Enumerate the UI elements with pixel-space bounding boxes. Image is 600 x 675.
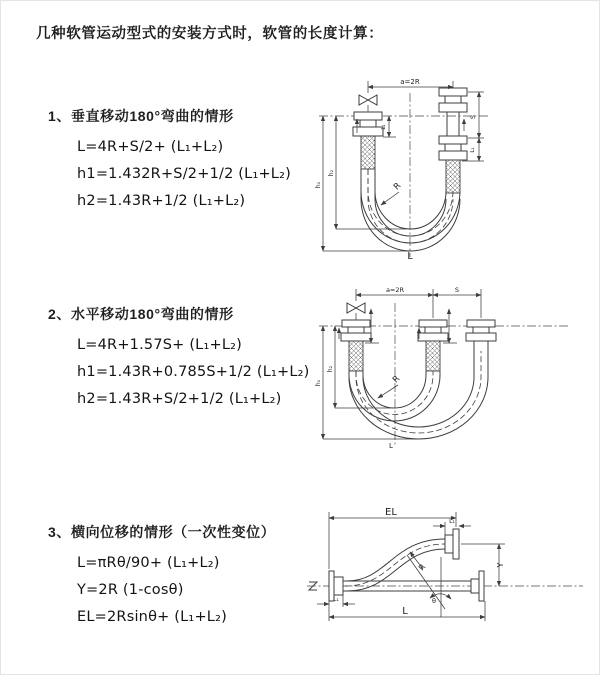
- centerlines: [319, 93, 489, 257]
- section-vertical-movement: [48, 106, 291, 215]
- dim-label-el: EL: [385, 507, 397, 518]
- right-flange-original: [471, 571, 484, 601]
- diagram-lateral-displacement: [299, 499, 600, 667]
- section-1-formulas: [77, 134, 291, 215]
- formula-line: h1=1.432R+S/2+1/2 (L₁+L₂): [77, 166, 291, 182]
- hose-u-bend: [361, 169, 460, 251]
- dim-label-h2: h₂: [327, 365, 334, 373]
- section-lateral-displacement: [48, 522, 275, 631]
- diagram-horizontal-180-bend: [311, 281, 600, 453]
- radius-label: R: [416, 562, 428, 573]
- dim-label-h2: h₂: [328, 169, 335, 177]
- length-label: L: [407, 251, 413, 262]
- radius-label: R: [391, 180, 404, 193]
- left-fitting: [353, 112, 383, 169]
- hose-braid: [361, 136, 375, 169]
- valve-icon: [359, 95, 377, 112]
- length-label: L: [389, 442, 393, 450]
- dim-a2r-s: [356, 286, 481, 318]
- section-horizontal-movement: [48, 304, 310, 413]
- middle-fitting: [418, 320, 448, 371]
- dim-label-y: Y: [496, 562, 505, 568]
- radius-callout: [381, 181, 403, 205]
- section-2-heading: 2、水平移动180°弯曲的情形: [48, 306, 234, 322]
- dim-l1-bottom: [317, 595, 355, 607]
- dim-label-a2r: a=2R: [400, 78, 420, 86]
- dim-label-a2r: a=2R: [385, 286, 405, 294]
- formula-line: L=πRθ/90+ (L₁+L₂): [77, 555, 220, 571]
- dim-label-s: S: [454, 286, 460, 294]
- formula-line: h1=1.43R+0.785S+1/2 (L₁+L₂): [77, 364, 310, 380]
- formula-line: Y=2R (1-cosθ): [77, 582, 184, 598]
- formula-line: L=4R+S/2+ (L₁+L₂): [77, 139, 224, 155]
- dim-l1-top: [433, 518, 471, 535]
- hose-braid: [446, 160, 460, 193]
- dim-label-l1-right: L₁: [470, 147, 476, 153]
- section-1-heading: 1、垂直移动180°弯曲的情形: [48, 108, 234, 124]
- dim-label-s: S: [469, 114, 477, 120]
- diagram-vertical-180-bend: [311, 73, 600, 261]
- angle-construction: [407, 555, 451, 617]
- formula-line: h2=1.43R+1/2 (L₁+L₂): [77, 193, 246, 209]
- formula-line: EL=2Rsinθ+ (L₁+L₂): [77, 609, 227, 625]
- radius-label: R: [390, 373, 403, 386]
- page-title: 几种软管运动型式的安装方式时，软管的长度计算：: [36, 26, 384, 42]
- valve-icon: [347, 303, 365, 320]
- dim-label-l1-top: L₁: [449, 518, 455, 525]
- radius-callout: [378, 374, 402, 398]
- section-3-heading: 3、横向位移的情形（一次性变位）: [48, 524, 276, 540]
- section-2-formulas: [77, 332, 310, 413]
- hose-braid: [349, 341, 363, 371]
- hose-u-bends: [349, 351, 488, 439]
- upper-flange-displaced: [445, 529, 459, 559]
- dim-label-l1-left: L₁: [381, 124, 387, 130]
- dim-label-l: L: [402, 606, 408, 617]
- dim-label-h1: h₁: [315, 181, 322, 189]
- angle-label: θ: [432, 597, 436, 605]
- s-curve-hose: [345, 539, 445, 591]
- section-3-formulas: [77, 550, 275, 631]
- formula-line: L=4R+1.57S+ (L₁+L₂): [77, 337, 242, 353]
- formula-line: h2=1.43R+S/2+1/2 (L₁+L₂): [77, 391, 282, 407]
- right-fitting: [439, 88, 467, 193]
- dim-label-h1: h₁: [315, 379, 322, 387]
- dim-label-l1-bottom: L₁: [333, 596, 339, 603]
- left-fitting: [341, 320, 371, 371]
- right-fitting: [466, 320, 496, 351]
- hose-braid: [426, 341, 440, 371]
